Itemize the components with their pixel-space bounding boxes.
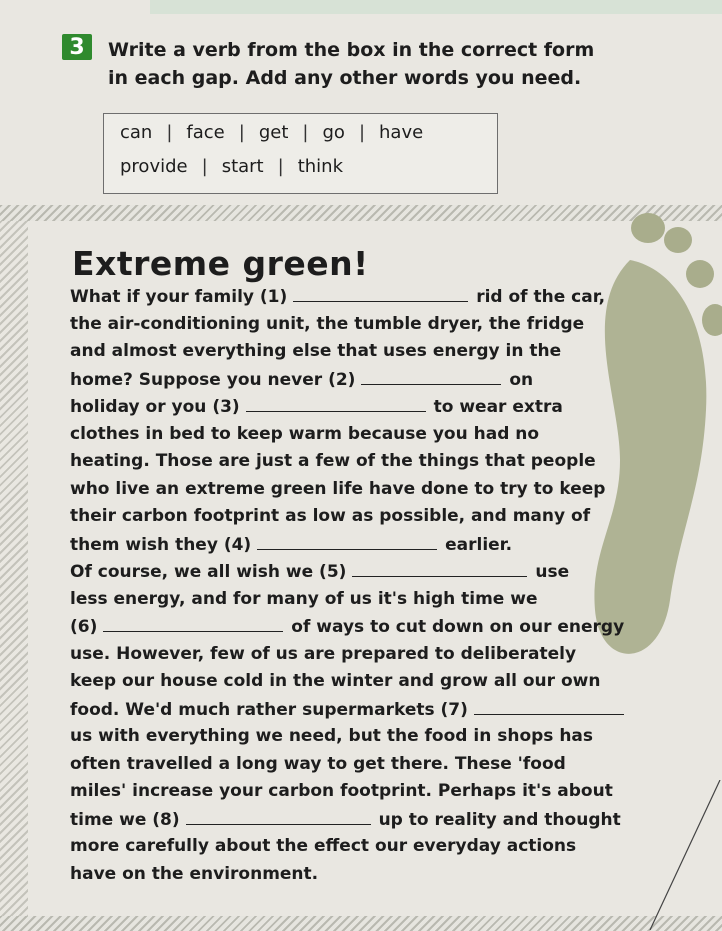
answer-gap[interactable] [474,696,624,715]
word-box-item: start [221,156,264,177]
article-text: less energy, and for many of us it's high time we [70,588,538,609]
article-line [70,503,670,531]
article-text: Of course, we all wish we (5) [70,562,353,582]
word-box [103,113,498,194]
article-line [70,311,670,339]
word-box-item: have [379,122,424,143]
article-text: keep our house cold in the winter and grow all our own [70,671,601,691]
answer-gap[interactable] [103,613,283,632]
article-text: us with everything we need, but the food in shops has [70,726,594,746]
article-title: Extreme green! [72,244,369,283]
article-line [70,613,670,641]
article-text: use. However, few of us are prepared to deliberately [70,643,577,664]
instruction-line: Write a verb from the box in the correct form [108,39,595,61]
word-separator: | [302,122,309,143]
article-line [70,366,670,394]
exercise-number-badge: 3 [62,34,92,60]
article-text: often travelled a long way to get there. These 'food [70,753,566,774]
word-box-item: provide [120,156,188,177]
answer-gap[interactable] [293,283,468,302]
article-text: time we (8) [70,809,186,830]
word-box-row [120,156,343,177]
exercise-instruction [108,36,668,92]
hatched-bottom-border [0,916,722,931]
article-text: more carefully about the effect our everyday actions [70,836,577,856]
article-line [70,476,670,504]
article-text: earlier. [445,534,513,555]
article-text: the air-conditioning unit, the tumble dryer, the fridge [70,313,585,334]
word-separator: | [358,122,366,143]
article-text: and almost everything else that uses energy in the [70,341,562,361]
article-text: on [509,369,534,390]
instruction-line: in each gap. Add any other words you need. [108,67,582,89]
article-body [70,283,670,888]
article-text: home? Suppose you never (2) [70,369,362,390]
word-box-item: get [258,122,289,143]
article-line [70,723,670,751]
article-text: (6) [70,617,104,637]
article-line [70,668,670,696]
article-text: have on the environment. [70,863,319,884]
article-text: heating. Those are just a few of the things that people [70,451,596,471]
article-line [70,778,670,806]
hatched-left-border [0,221,28,921]
word-box-item: think [297,156,344,177]
article-line [70,586,670,614]
top-color-band [150,0,722,14]
answer-gap[interactable] [257,531,437,550]
article-line [70,283,670,311]
article-line [70,833,670,861]
word-separator: | [166,122,173,143]
answer-gap[interactable] [186,806,371,825]
article-text: What if your family (1) [70,287,294,307]
article-text: miles' increase your carbon footprint. Perhaps it's about [70,781,613,801]
word-separator: | [201,156,208,177]
word-box-row [120,122,423,143]
article-line [70,558,670,586]
word-box-item: face [186,122,225,143]
word-separator: | [277,156,284,177]
article-text: use [535,562,570,582]
article-text: clothes in bed to keep warm because you had no [70,423,540,444]
article-text: to wear extra [433,397,563,417]
article-line [70,806,670,834]
word-box-item: go [322,122,345,143]
article-text: holiday or you (3) [70,397,246,417]
article-text: them wish they (4) [70,534,258,555]
article-text: up to reality and thought [378,809,621,830]
article-line [70,448,670,476]
article-text: rid of the car, [476,287,606,307]
article-line [70,696,670,724]
article-line [70,531,670,559]
article-line [70,861,670,889]
word-box-item: can [120,122,153,143]
article-line [70,641,670,669]
answer-gap[interactable] [352,558,527,577]
answer-gap[interactable] [246,393,426,412]
answer-gap[interactable] [361,366,501,385]
article-text: their carbon footprint as low as possible, and many of [70,506,591,526]
article-line [70,751,670,779]
article-line [70,421,670,449]
article-line [70,338,670,366]
article-line [70,393,670,421]
article-text: who live an extreme green life have done to try to keep [70,478,606,499]
article-text: food. We'd much rather supermarkets (7) [70,699,474,720]
article-text: of ways to cut down on our energy [291,617,625,637]
word-separator: | [238,122,245,143]
